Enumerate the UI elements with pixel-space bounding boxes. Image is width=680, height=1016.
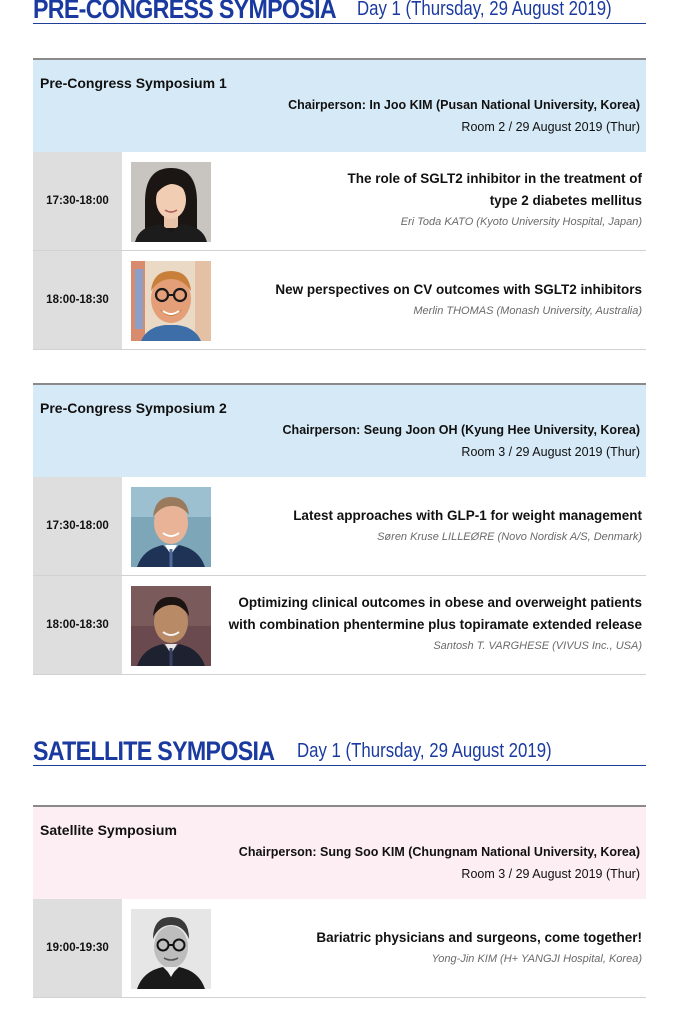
speaker-photo bbox=[131, 261, 211, 341]
talk-title: Latest approaches with GLP-1 for weight management bbox=[293, 508, 642, 523]
talk-row bbox=[33, 576, 646, 675]
section-day: Day 1 (Thursday, 29 August 2019) bbox=[297, 740, 552, 762]
speaker-woman-portrait bbox=[131, 162, 211, 242]
talk-title: Optimizing clinical outcomes in obese and overweight patients bbox=[238, 595, 642, 610]
session-header bbox=[33, 58, 646, 152]
talk-speaker: Merlin THOMAS (Monash University, Australia) bbox=[413, 305, 642, 317]
session-block bbox=[33, 383, 646, 675]
talk-row bbox=[33, 152, 646, 251]
session-room: Room 3 / 29 August 2019 (Thur) bbox=[461, 867, 640, 881]
speaker-man-glasses-portrait bbox=[131, 261, 211, 341]
session-chairperson: Chairperson: Sung Soo KIM (Chungnam National University, Korea) bbox=[238, 845, 640, 859]
session-title: Pre-Congress Symposium 2 bbox=[40, 400, 227, 416]
section-title: SATELLITE SYMPOSIA bbox=[33, 736, 275, 766]
speaker-man-portrait bbox=[131, 487, 211, 567]
talk-time: 18:00-18:30 bbox=[33, 251, 122, 349]
talk-time: 17:30-18:00 bbox=[33, 477, 122, 575]
speaker-photo bbox=[131, 909, 211, 989]
talk-title-line-2: with combination phentermine plus topiramate extended release bbox=[228, 617, 642, 632]
talk-speaker: Søren Kruse LILLEØRE (Novo Nordisk A/S, Denmark) bbox=[377, 531, 642, 543]
section-title: PRE-CONGRESS SYMPOSIA bbox=[33, 0, 336, 24]
section-day: Day 1 (Thursday, 29 August 2019) bbox=[357, 0, 612, 20]
speaker-photo bbox=[131, 487, 211, 567]
session-title: Satellite Symposium bbox=[40, 822, 177, 838]
section-heading-satellite bbox=[33, 736, 646, 766]
session-block bbox=[33, 805, 646, 998]
session-block bbox=[33, 58, 646, 350]
session-header bbox=[33, 805, 646, 899]
session-chairperson: Chairperson: In Joo KIM (Pusan National University, Korea) bbox=[288, 98, 640, 112]
session-chairperson: Chairperson: Seung Joon OH (Kyung Hee University, Korea) bbox=[282, 423, 640, 437]
talk-row bbox=[33, 251, 646, 350]
talk-time: 17:30-18:00 bbox=[33, 152, 122, 250]
speaker-photo bbox=[131, 586, 211, 666]
session-room: Room 2 / 29 August 2019 (Thur) bbox=[461, 120, 640, 134]
talk-speaker: Yong-Jin KIM (H+ YANGJI Hospital, Korea) bbox=[431, 953, 642, 965]
section-heading-pre-congress bbox=[33, 0, 646, 24]
speaker-man-glasses-bw-portrait bbox=[131, 909, 211, 989]
session-room: Room 3 / 29 August 2019 (Thur) bbox=[461, 445, 640, 459]
talk-title: New perspectives on CV outcomes with SGLT2 inhibitors bbox=[275, 282, 642, 297]
talk-time: 18:00-18:30 bbox=[33, 576, 122, 674]
speaker-photo bbox=[131, 162, 211, 242]
talk-time: 19:00-19:30 bbox=[33, 899, 122, 997]
talk-speaker: Santosh T. VARGHESE (VIVUS Inc., USA) bbox=[433, 640, 642, 652]
talk-title: The role of SGLT2 inhibitor in the treatment of bbox=[347, 171, 642, 186]
talk-row bbox=[33, 899, 646, 998]
talk-row bbox=[33, 477, 646, 576]
session-title: Pre-Congress Symposium 1 bbox=[40, 75, 227, 91]
talk-speaker: Eri Toda KATO (Kyoto University Hospital, Japan) bbox=[400, 216, 642, 228]
speaker-man-portrait bbox=[131, 586, 211, 666]
talk-title: Bariatric physicians and surgeons, come together! bbox=[316, 930, 642, 945]
session-header bbox=[33, 383, 646, 477]
talk-title-line-2: type 2 diabetes mellitus bbox=[489, 193, 642, 208]
